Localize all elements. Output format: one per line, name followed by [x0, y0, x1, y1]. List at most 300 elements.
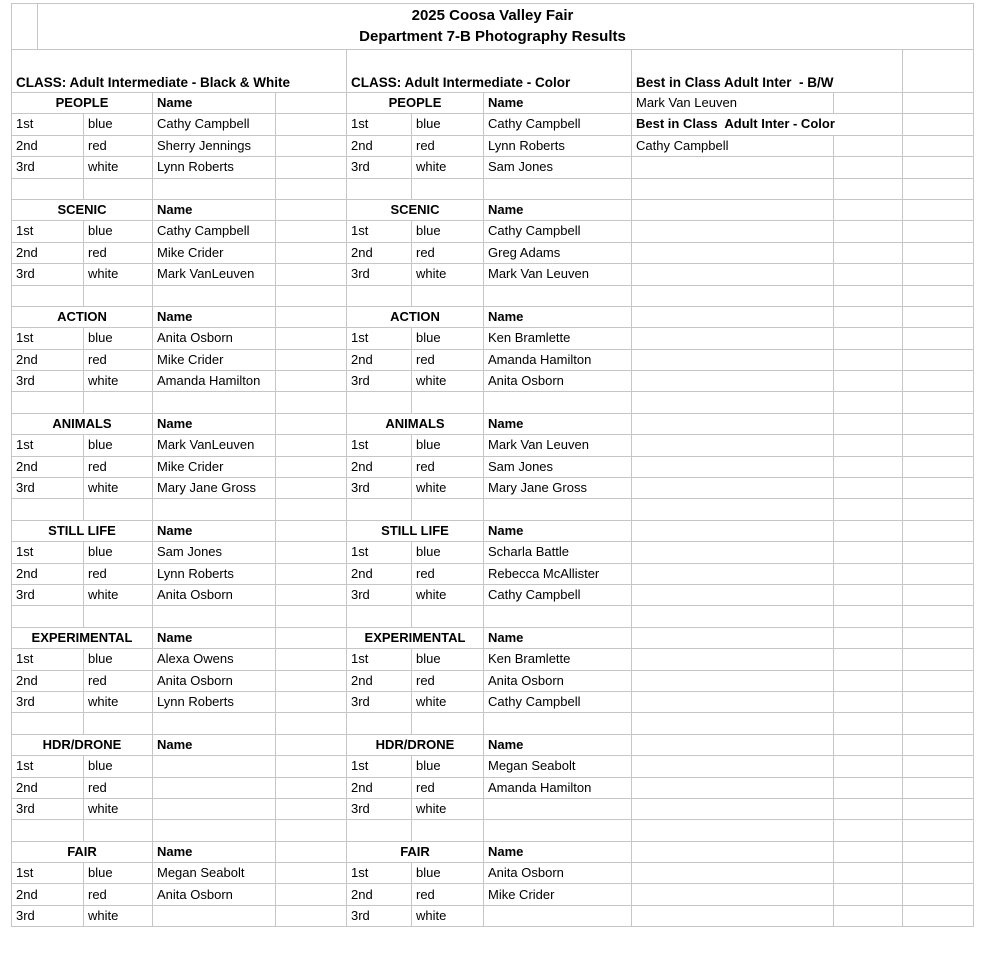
placement-row: [12, 542, 974, 563]
category-header-row: [12, 520, 974, 541]
empty-cell: [153, 606, 276, 627]
place-cell-bw: 1st: [12, 114, 84, 135]
empty-cell: [347, 820, 412, 841]
place-cell-color: 1st: [347, 756, 412, 777]
empty-cell: [276, 713, 347, 734]
name-column-header-color: Name: [484, 93, 632, 114]
empty-cell: [484, 820, 632, 841]
empty-cell: [84, 713, 153, 734]
winner-name-cell-color: Cathy Campbell: [484, 221, 632, 242]
empty-cell: [834, 734, 903, 755]
empty-cell: [834, 413, 903, 434]
ribbon-cell-color: white: [412, 371, 484, 392]
winner-name-cell-bw: Alexa Owens: [153, 649, 276, 670]
spacer-cell: [276, 435, 347, 456]
empty-cell: [153, 178, 276, 199]
empty-cell: [347, 606, 412, 627]
winner-name-cell-bw: [153, 905, 276, 926]
empty-cell: [84, 285, 153, 306]
empty-cell: [632, 520, 834, 541]
empty-cell: [903, 777, 974, 798]
ribbon-cell-bw: white: [84, 264, 153, 285]
place-cell-bw: 1st: [12, 649, 84, 670]
best-in-class-color-winner: Cathy Campbell: [632, 135, 834, 156]
empty-cell: [903, 242, 974, 263]
spacer-cell: [276, 520, 347, 541]
ribbon-cell-bw: white: [84, 905, 153, 926]
winner-name-cell-bw: Anita Osborn: [153, 328, 276, 349]
winner-name-cell-color: Cathy Campbell: [484, 114, 632, 135]
empty-cell: [834, 691, 903, 712]
placement-row: [12, 371, 974, 392]
empty-cell: [903, 157, 974, 178]
empty-cell: [412, 606, 484, 627]
empty-cell: [347, 713, 412, 734]
name-column-header-bw: Name: [153, 841, 276, 862]
ribbon-cell-bw: red: [84, 456, 153, 477]
spacer-cell: [276, 670, 347, 691]
category-header-bw: HDR/DRONE: [12, 734, 153, 755]
spacer-cell: [276, 863, 347, 884]
category-header-color: PEOPLE: [347, 93, 484, 114]
empty-cell: [834, 606, 903, 627]
ribbon-cell-bw: white: [84, 371, 153, 392]
empty-cell: [903, 178, 974, 199]
empty-cell: [903, 542, 974, 563]
spacer-row: [12, 499, 974, 520]
empty-cell: [903, 691, 974, 712]
empty-cell: [347, 499, 412, 520]
spacer-cell: [276, 157, 347, 178]
empty-cell: [276, 178, 347, 199]
name-column-header-bw: Name: [153, 306, 276, 327]
ribbon-cell-bw: blue: [84, 221, 153, 242]
place-cell-color: 2nd: [347, 670, 412, 691]
ribbon-cell-bw: blue: [84, 328, 153, 349]
empty-cell: [903, 884, 974, 905]
winner-name-cell-color: Rebecca McAllister: [484, 563, 632, 584]
ribbon-cell-bw: white: [84, 478, 153, 499]
spacer-cell: [276, 691, 347, 712]
empty-cell: [412, 178, 484, 199]
empty-cell: [153, 820, 276, 841]
best-in-class-bw-label: Best in Class Adult Inter - B/W: [632, 50, 903, 93]
empty-cell: [834, 905, 903, 926]
winner-name-cell-color: Cathy Campbell: [484, 691, 632, 712]
empty-cell: [12, 820, 84, 841]
empty-cell: [347, 285, 412, 306]
spacer-row: [12, 713, 974, 734]
empty-cell: [834, 649, 903, 670]
place-cell-color: 1st: [347, 435, 412, 456]
name-column-header-bw: Name: [153, 734, 276, 755]
place-cell-bw: 3rd: [12, 157, 84, 178]
spacer-cell: [276, 456, 347, 477]
empty-cell: [632, 670, 834, 691]
empty-cell: [276, 499, 347, 520]
placement-row: [12, 798, 974, 819]
empty-cell: [834, 713, 903, 734]
empty-cell: [632, 734, 834, 755]
empty-cell: [484, 606, 632, 627]
place-cell-color: 2nd: [347, 456, 412, 477]
ribbon-cell-bw: red: [84, 670, 153, 691]
empty-cell: [484, 392, 632, 413]
winner-name-cell-bw: Amanda Hamilton: [153, 371, 276, 392]
empty-cell: [632, 841, 834, 862]
empty-cell: [632, 606, 834, 627]
category-header-bw: ACTION: [12, 306, 153, 327]
spacer-cell: [276, 349, 347, 370]
place-cell-color: 1st: [347, 328, 412, 349]
ribbon-cell-color: red: [412, 349, 484, 370]
empty-cell: [834, 349, 903, 370]
category-header-bw: FAIR: [12, 841, 153, 862]
place-cell-color: 3rd: [347, 157, 412, 178]
ribbon-cell-color: blue: [412, 221, 484, 242]
ribbon-cell-color: white: [412, 584, 484, 605]
empty-cell: [834, 627, 903, 648]
ribbon-cell-color: blue: [412, 114, 484, 135]
winner-name-cell-bw: Cathy Campbell: [153, 221, 276, 242]
empty-cell: [834, 670, 903, 691]
empty-cell: [632, 563, 834, 584]
place-cell-bw: 2nd: [12, 670, 84, 691]
place-cell-color: 3rd: [347, 264, 412, 285]
place-cell-bw: 1st: [12, 435, 84, 456]
empty-cell: [632, 798, 834, 819]
empty-cell: [632, 157, 834, 178]
empty-cell: [834, 563, 903, 584]
empty-cell: [903, 499, 974, 520]
spacer-cell: [276, 734, 347, 755]
ribbon-cell-color: white: [412, 905, 484, 926]
category-header-color: ANIMALS: [347, 413, 484, 434]
place-cell-color: 2nd: [347, 242, 412, 263]
category-header-color: EXPERIMENTAL: [347, 627, 484, 648]
empty-cell: [276, 285, 347, 306]
empty-cell: [903, 841, 974, 862]
ribbon-cell-color: red: [412, 563, 484, 584]
best-in-class-color-label: Best in Class Adult Inter - Color: [632, 114, 903, 135]
place-cell-color: 3rd: [347, 478, 412, 499]
spacer-cell: [276, 563, 347, 584]
empty-cell: [903, 306, 974, 327]
spacer-cell: [276, 199, 347, 220]
empty-cell: [834, 520, 903, 541]
ribbon-cell-bw: white: [84, 691, 153, 712]
place-cell-bw: 1st: [12, 221, 84, 242]
empty-cell: [632, 777, 834, 798]
empty-cell: [153, 713, 276, 734]
empty-cell: [903, 713, 974, 734]
name-column-header-color: Name: [484, 199, 632, 220]
category-header-bw: ANIMALS: [12, 413, 153, 434]
place-cell-color: 2nd: [347, 777, 412, 798]
empty-cell: [84, 606, 153, 627]
placement-row: [12, 756, 974, 777]
empty-cell: [903, 349, 974, 370]
empty-cell: [632, 435, 834, 456]
empty-cell: [903, 649, 974, 670]
ribbon-cell-color: red: [412, 135, 484, 156]
place-cell-color: 1st: [347, 649, 412, 670]
empty-cell: [834, 328, 903, 349]
empty-cell: [484, 499, 632, 520]
page-title: [12, 4, 974, 50]
spacer-cell: [276, 777, 347, 798]
empty-cell: [903, 221, 974, 242]
empty-cell: [903, 863, 974, 884]
category-header-color: SCENIC: [347, 199, 484, 220]
placement-row: [12, 905, 974, 926]
spacer-row: [12, 820, 974, 841]
empty-cell: [834, 478, 903, 499]
place-cell-color: 1st: [347, 114, 412, 135]
winner-name-cell-bw: Mark VanLeuven: [153, 435, 276, 456]
category-header-bw: SCENIC: [12, 199, 153, 220]
empty-cell: [632, 713, 834, 734]
spacer-row: [12, 285, 974, 306]
winner-name-cell-color: [484, 798, 632, 819]
empty-cell: [903, 478, 974, 499]
name-column-header-color: Name: [484, 841, 632, 862]
empty-cell: [412, 820, 484, 841]
ribbon-cell-bw: blue: [84, 756, 153, 777]
category-header-bw: EXPERIMENTAL: [12, 627, 153, 648]
spacer-cell: [276, 221, 347, 242]
ribbon-cell-color: red: [412, 670, 484, 691]
winner-name-cell-bw: Mike Crider: [153, 456, 276, 477]
empty-cell: [903, 328, 974, 349]
spacer-cell: [276, 306, 347, 327]
place-cell-bw: 3rd: [12, 264, 84, 285]
empty-cell: [834, 863, 903, 884]
empty-cell: [632, 221, 834, 242]
ribbon-cell-color: white: [412, 157, 484, 178]
empty-cell: [834, 820, 903, 841]
spacer-cell: [276, 371, 347, 392]
empty-cell: [903, 50, 974, 93]
placement-row: [12, 264, 974, 285]
placement-row: [12, 349, 974, 370]
empty-cell: [903, 264, 974, 285]
spacer-cell: [276, 584, 347, 605]
spacer-cell: [276, 798, 347, 819]
spacer-cell: [276, 905, 347, 926]
spacer-cell: [276, 242, 347, 263]
empty-cell: [903, 820, 974, 841]
empty-cell: [276, 606, 347, 627]
category-header-row: [12, 93, 974, 114]
spacer-cell: [276, 756, 347, 777]
place-cell-bw: 2nd: [12, 242, 84, 263]
empty-cell: [632, 863, 834, 884]
empty-cell: [153, 285, 276, 306]
empty-cell: [834, 584, 903, 605]
placement-row: [12, 157, 974, 178]
ribbon-cell-bw: blue: [84, 649, 153, 670]
placement-row: [12, 563, 974, 584]
winner-name-cell-bw: Anita Osborn: [153, 884, 276, 905]
empty-cell: [834, 221, 903, 242]
place-cell-color: 2nd: [347, 884, 412, 905]
ribbon-cell-bw: blue: [84, 542, 153, 563]
empty-cell: [834, 306, 903, 327]
place-cell-bw: 3rd: [12, 905, 84, 926]
empty-cell: [412, 392, 484, 413]
ribbon-cell-bw: red: [84, 563, 153, 584]
empty-cell: [632, 285, 834, 306]
empty-cell: [834, 798, 903, 819]
name-column-header-color: Name: [484, 627, 632, 648]
place-cell-color: 3rd: [347, 371, 412, 392]
class-label-bw: CLASS: Adult Intermediate - Black & White: [12, 50, 347, 93]
empty-cell: [276, 820, 347, 841]
placement-row: [12, 691, 974, 712]
spacer-cell: [276, 328, 347, 349]
place-cell-bw: 3rd: [12, 478, 84, 499]
empty-cell: [632, 242, 834, 263]
empty-cell: [632, 499, 834, 520]
spacer-cell: [276, 413, 347, 434]
winner-name-cell-bw: Sam Jones: [153, 542, 276, 563]
spacer-cell: [276, 649, 347, 670]
empty-cell: [632, 905, 834, 926]
ribbon-cell-bw: red: [84, 777, 153, 798]
ribbon-cell-color: white: [412, 478, 484, 499]
winner-name-cell-color: Mark Van Leuven: [484, 264, 632, 285]
winner-name-cell-bw: [153, 798, 276, 819]
empty-cell: [12, 499, 84, 520]
spacer-cell: [276, 841, 347, 862]
winner-name-cell-color: Mike Crider: [484, 884, 632, 905]
category-header-color: ACTION: [347, 306, 484, 327]
empty-cell: [834, 499, 903, 520]
empty-cell: [84, 820, 153, 841]
ribbon-cell-color: red: [412, 456, 484, 477]
place-cell-bw: 3rd: [12, 584, 84, 605]
empty-cell: [632, 627, 834, 648]
empty-cell: [834, 371, 903, 392]
empty-cell: [834, 135, 903, 156]
name-column-header-color: Name: [484, 413, 632, 434]
winner-name-cell-bw: Anita Osborn: [153, 670, 276, 691]
name-column-header-bw: Name: [153, 627, 276, 648]
empty-cell: [834, 199, 903, 220]
placement-row: [12, 670, 974, 691]
empty-cell: [632, 264, 834, 285]
empty-cell: [632, 371, 834, 392]
category-header-row: [12, 306, 974, 327]
ribbon-cell-color: blue: [412, 435, 484, 456]
empty-cell: [632, 178, 834, 199]
empty-cell: [632, 584, 834, 605]
empty-cell: [632, 478, 834, 499]
spacer-row: [12, 392, 974, 413]
name-column-header-bw: Name: [153, 93, 276, 114]
winner-name-cell-bw: Lynn Roberts: [153, 563, 276, 584]
placement-row: [12, 435, 974, 456]
spacer-cell: [276, 93, 347, 114]
category-header-row: [12, 841, 974, 862]
empty-cell: [903, 435, 974, 456]
place-cell-bw: 1st: [12, 863, 84, 884]
empty-cell: [834, 435, 903, 456]
winner-name-cell-color: Anita Osborn: [484, 863, 632, 884]
empty-cell: [276, 392, 347, 413]
place-cell-bw: 1st: [12, 542, 84, 563]
winner-name-cell-color: Ken Bramlette: [484, 649, 632, 670]
empty-cell: [834, 178, 903, 199]
winner-name-cell-color: Anita Osborn: [484, 670, 632, 691]
place-cell-bw: 2nd: [12, 349, 84, 370]
empty-cell: [12, 713, 84, 734]
place-cell-bw: 1st: [12, 756, 84, 777]
place-cell-color: 2nd: [347, 563, 412, 584]
ribbon-cell-color: blue: [412, 649, 484, 670]
ribbon-cell-bw: red: [84, 349, 153, 370]
class-header-row: [12, 50, 974, 93]
winner-name-cell-bw: Mike Crider: [153, 242, 276, 263]
empty-cell: [484, 285, 632, 306]
empty-cell: [12, 606, 84, 627]
empty-cell: [903, 114, 974, 135]
winner-name-cell-bw: Cathy Campbell: [153, 114, 276, 135]
place-cell-color: 3rd: [347, 905, 412, 926]
empty-cell: [153, 499, 276, 520]
empty-cell: [903, 520, 974, 541]
ribbon-cell-color: blue: [412, 542, 484, 563]
best-in-class-bw-winner: Mark Van Leuven: [632, 93, 834, 114]
empty-cell: [903, 670, 974, 691]
winner-name-cell-bw: Mary Jane Gross: [153, 478, 276, 499]
placement-row: [12, 584, 974, 605]
winner-name-cell-color: Amanda Hamilton: [484, 349, 632, 370]
winner-name-cell-color: Anita Osborn: [484, 371, 632, 392]
empty-cell: [412, 499, 484, 520]
winner-name-cell-bw: Anita Osborn: [153, 584, 276, 605]
spacer-cell: [276, 627, 347, 648]
ribbon-cell-bw: white: [84, 157, 153, 178]
ribbon-cell-color: blue: [412, 756, 484, 777]
ribbon-cell-color: red: [412, 884, 484, 905]
ribbon-cell-color: white: [412, 691, 484, 712]
winner-name-cell-color: Ken Bramlette: [484, 328, 632, 349]
name-column-header-color: Name: [484, 306, 632, 327]
category-header-row: [12, 627, 974, 648]
winner-name-cell-bw: [153, 756, 276, 777]
empty-cell: [834, 93, 903, 114]
ribbon-cell-color: white: [412, 264, 484, 285]
category-header-color: FAIR: [347, 841, 484, 862]
place-cell-color: 1st: [347, 542, 412, 563]
place-cell-bw: 3rd: [12, 798, 84, 819]
empty-cell: [903, 413, 974, 434]
place-cell-color: 1st: [347, 863, 412, 884]
ribbon-cell-bw: blue: [84, 863, 153, 884]
winner-name-cell-bw: Sherry Jennings: [153, 135, 276, 156]
spacer-row: [12, 178, 974, 199]
spacer-cell: [276, 114, 347, 135]
placement-row: [12, 242, 974, 263]
title-line-1: 2025 Coosa Valley Fair: [411, 7, 574, 24]
spacer-cell: [276, 884, 347, 905]
empty-cell: [632, 456, 834, 477]
category-header-bw: STILL LIFE: [12, 520, 153, 541]
photography-results-table: [11, 3, 974, 927]
place-cell-color: 3rd: [347, 584, 412, 605]
